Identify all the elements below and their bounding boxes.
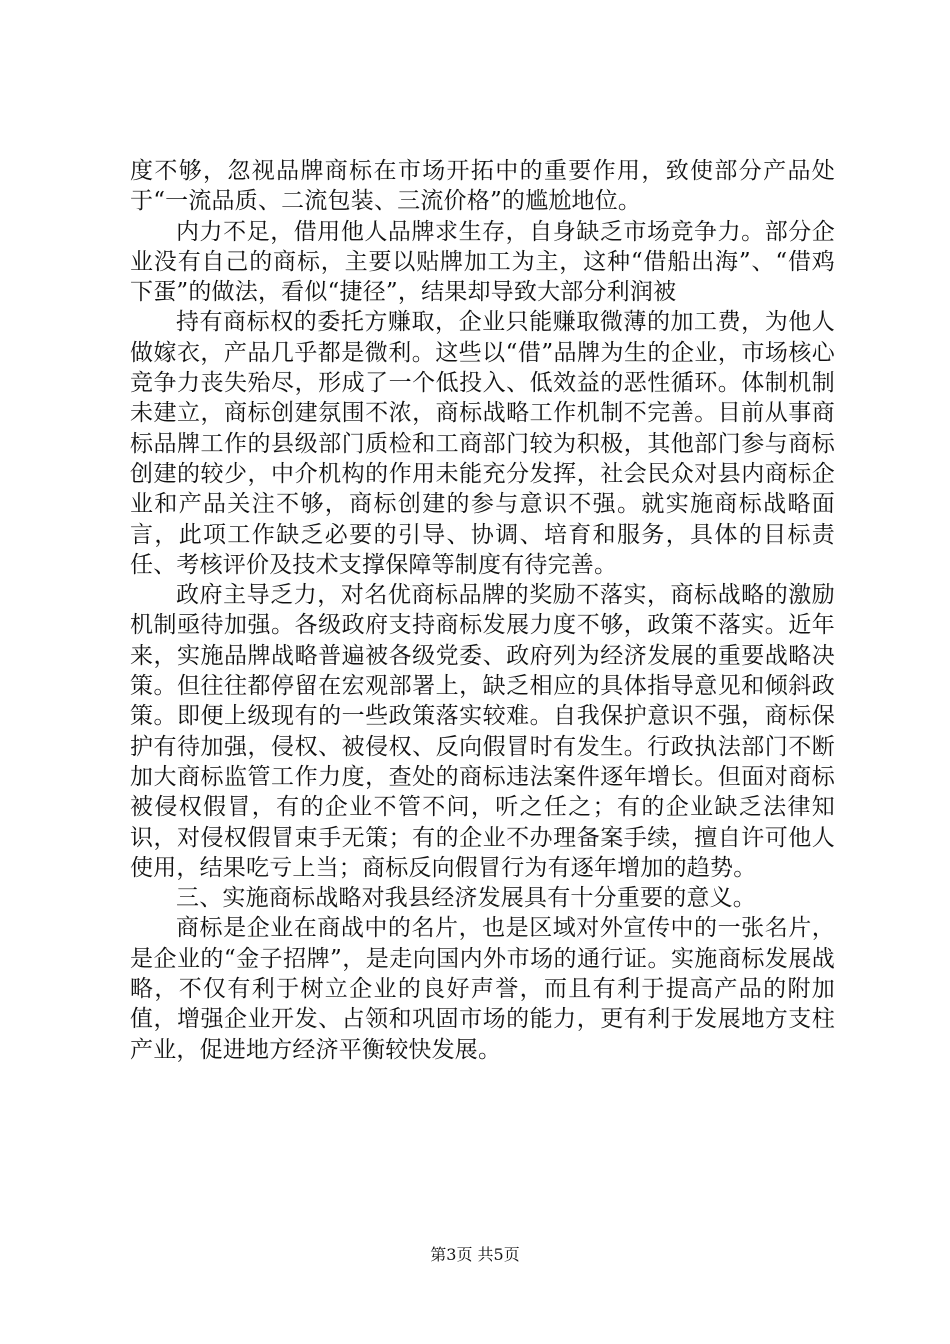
paragraph-5: 商标是企业在商战中的名片，也是区域对外宣传中的一张名片，是企业的“金子招牌”，是走向国内外市场的通行证。实施商标发展战略，不仅有利于树立企业的良好声誉，而且有利于提高产品的附加值，增强企业开发、占领和巩固市场的能力，更有利于发展地方支柱产业，促进地方经济平衡较快发展。 bbox=[130, 915, 835, 1063]
paragraph-3: 持有商标权的委托方赚取，企业只能赚取微薄的加工费，为他人做嫁衣，产品几乎都是微利。这些以“借”品牌为生的企业，市场核心竞争力丧失殆尽，形成了一个低投入、低效益的恶性循环。体制机制未建立，商标创建氛围不浓，商标战略工作机制不完善。目前从事商标品牌工作的县级部门质检和工商部门较为积极，其他部门参与商标创建的较少，中介机构的作用未能充分发挥，社会民众对县内商标企业和产品关注不够，商标创建的参与意识不强。就实施商标战略面言，此项工作缺乏必要的引导、协调、培育和服务，具体的目标责任、考核评价及技术支撑保障等制度有待完善。 bbox=[130, 309, 835, 578]
paragraph-2: 内力不足，借用他人品牌求生存，自身缺乏市场竞争力。部分企业没有自己的商标，主要以贴牌加工为主，这种“借船出海”、“借鸡下蛋”的做法，看似“捷径”，结果却导致大部分利润被 bbox=[130, 218, 835, 306]
section-heading: 三、实施商标战略对我县经济发展具有十分重要的意义。 bbox=[176, 885, 756, 912]
page-number-footer: 第3页 共5页 bbox=[430, 1245, 520, 1264]
paragraph-1: 度不够，忽视品牌商标在市场开拓中的重要作用，致使部分产品处于“一流品质、二流包装、三流价格”的尴尬地位。 bbox=[130, 158, 835, 215]
paragraph-4: 政府主导乏力，对名优商标品牌的奖励不落实，商标战略的激励机制亟待加强。各级政府支持商标发展力度不够，政策不落实。近年来，实施品牌战略普遍被各级党委、政府列为经济发展的重要战略决策。但往往都停留在宏观部署上，缺乏相应的具体指导意见和倾斜政策。即便上级现有的一些政策落实较难。自我保护意识不强，商标保护有待加强，侵权、被侵权、反向假冒时有发生。行政执法部门不断加大商标监管工作力度，查处的商标违法案件逐年增长。但面对商标被侵权假冒，有的企业不管不问，听之任之；有的企业缺乏法律知识，对侵权假冒束手无策；有的企业不办理备案手续，擅自许可他人使用，结果吃亏上当；商标反向假冒行为有逐年增加的趋势。 bbox=[130, 582, 835, 881]
document-body bbox=[130, 156, 835, 1065]
